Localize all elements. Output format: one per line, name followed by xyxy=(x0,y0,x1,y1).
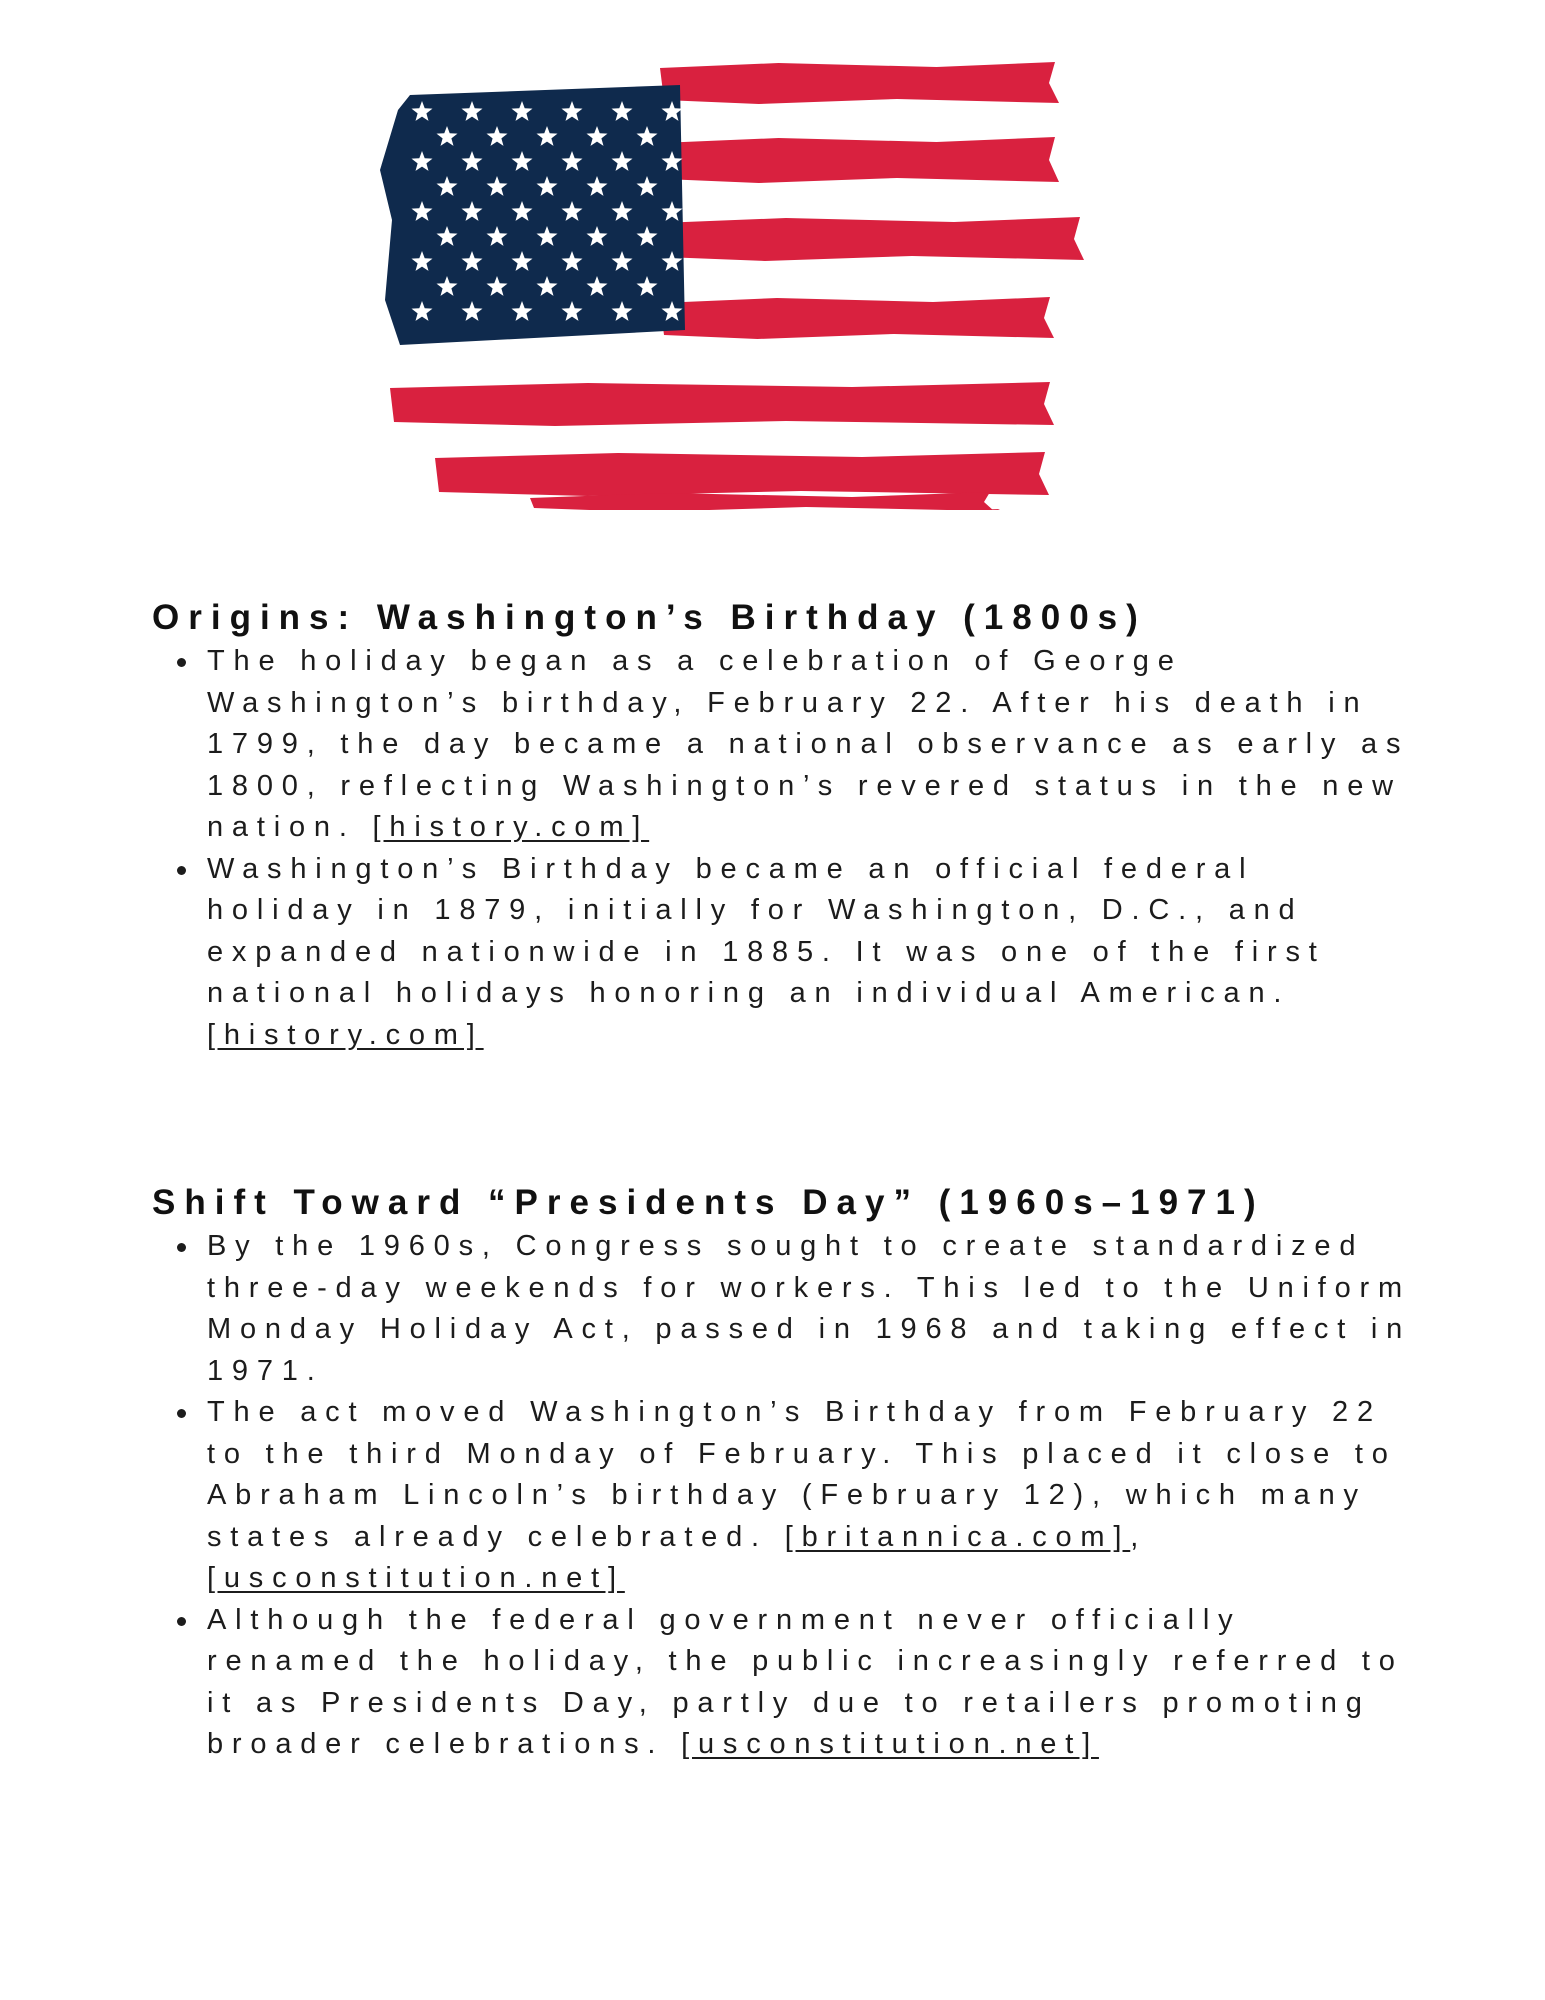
section-heading: Origins: Washington’s Birthday (1800s) xyxy=(152,598,1147,637)
citation-link[interactable]: [history.com] xyxy=(372,811,650,843)
flag-stripe xyxy=(660,62,1059,104)
section-origins xyxy=(152,595,1412,1056)
bullet-text: The holiday began as a celebration of George Washington’s birthday, February 22. After his death in 1799, the day became a national observance as early as 1800, reflecting Washington’s revered status in the new nation. xyxy=(207,645,1410,843)
bullet-text: Although the federal government never officially renamed the holiday, the public increasingly referred to it as Presidents Day, partly due to retailers promoting broader celebrations. xyxy=(207,1603,1404,1760)
bullet-text: Washington’s Birthday became an official federal holiday in 1879, initially for Washington, D.C., and expanded nationwide in 1885. It was one of the first national holidays honoring an individual American. xyxy=(207,852,1326,1009)
bullet-list xyxy=(152,1226,1412,1766)
us-flag-brush-icon xyxy=(380,50,1160,510)
bullet-item xyxy=(207,1392,1412,1600)
bullet-item xyxy=(207,1600,1412,1766)
flag-stripe xyxy=(390,382,1054,426)
flag-stripe xyxy=(660,217,1084,261)
citation-link[interactable]: [history.com] xyxy=(207,1018,484,1051)
bullet-list xyxy=(152,641,1412,1056)
bullet-text: The act moved Washington’s Birthday from February 22 to the third Monday of February. This placed it close to Abraham Lincoln’s birthday (February 12), which many states already celebrated. xyxy=(207,1396,1397,1553)
bullet-item xyxy=(207,849,1412,1057)
bullet-item xyxy=(207,1226,1412,1392)
section-heading: Shift Toward “Presidents Day” (1960s–1971) xyxy=(152,1183,1265,1222)
citation-link[interactable]: [usconstitution.net] xyxy=(207,1562,625,1594)
flag-stripe xyxy=(660,297,1054,339)
citation-separator: , xyxy=(1130,1520,1148,1553)
section-shift xyxy=(152,1180,1412,1766)
flag-stripe xyxy=(435,452,1049,496)
bullet-text: By the 1960s, Congress sought to create standardized three-day weekends for workers. This led to the Uniform Monday Holiday Act, passed in 1968 and taking effect in 1971. xyxy=(207,1230,1412,1387)
citation-link[interactable]: [usconstitution.net] xyxy=(681,1728,1099,1760)
citation-link[interactable]: [britannica.com] xyxy=(784,1520,1131,1553)
flag-stripe xyxy=(660,137,1059,183)
bullet-item xyxy=(207,641,1412,849)
